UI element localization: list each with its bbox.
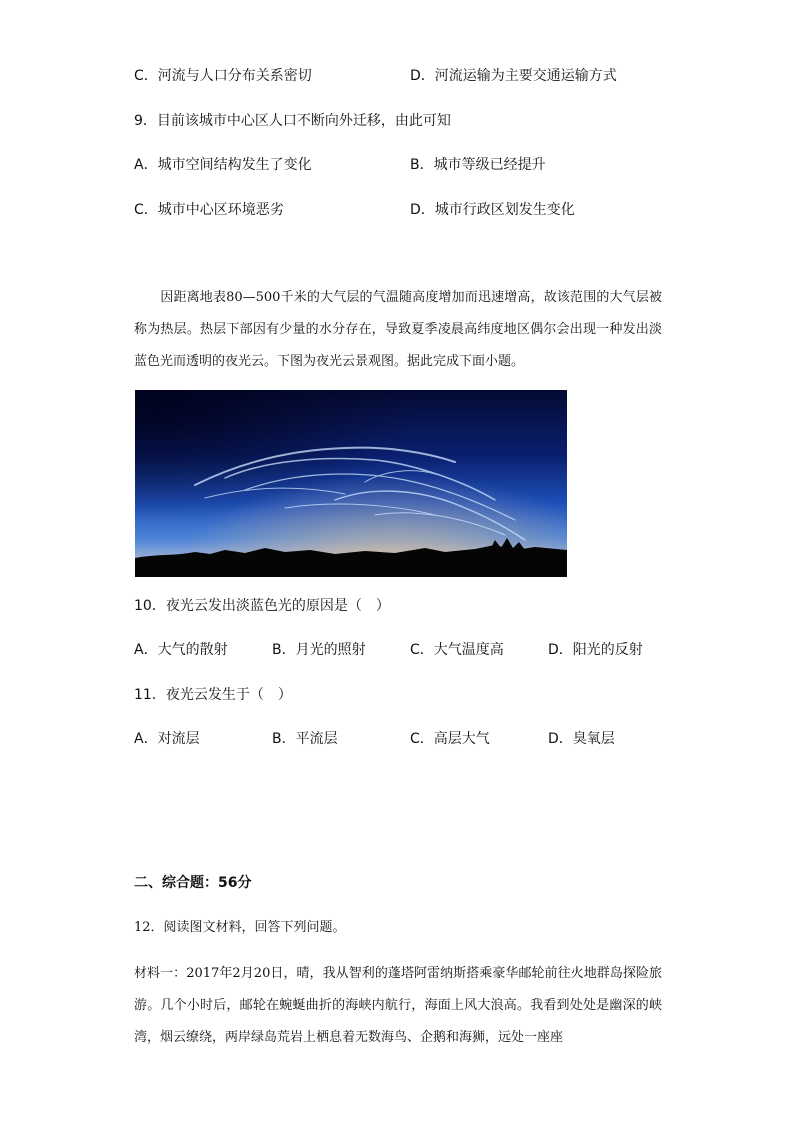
- q10-option-a: A．大气的散射: [134, 642, 228, 658]
- q9-stem: 9．目前该城市中心区人口不断向外迁移，由此可知: [134, 113, 451, 129]
- material-paragraph: 因距离地表80—500千米的大气层的气温随高度增加而迅速增高，故该范围的大气层被称为热层。热层下部因有少量的水分存在，导致夏季凌晨高纬度地区偶尔会出现一种发出淡蓝色光而透明的夜光云。下图为夜光云景观图。据此完成下面小题。: [134, 290, 662, 369]
- q10-option-b: B．月光的照射: [272, 642, 366, 658]
- q10-stem: 10．夜光云发出淡蓝色光的原因是（ ）: [134, 598, 390, 614]
- q9-option-b: B．城市等级已经提升: [410, 157, 546, 173]
- q12-stem: 12．阅读图文材料，回答下列问题。: [134, 920, 346, 935]
- q9-option-a: A．城市空间结构发生了变化: [134, 157, 312, 173]
- q11-option-d: D．臭氧层: [548, 731, 615, 747]
- q10-option-c: C．大气温度高: [410, 642, 504, 658]
- noctilucent-cloud-photo: [135, 390, 567, 577]
- q9-option-d: D．城市行政区划发生变化: [410, 202, 575, 218]
- q11-option-a: A．对流层: [134, 731, 200, 747]
- q8-option-d: D．河流运输为主要交通运输方式: [410, 68, 617, 84]
- q9-option-c: C．城市中心区环境恶劣: [134, 202, 284, 218]
- section-heading: 二、综合题：56分: [134, 875, 252, 891]
- q11-option-c: C．高层大气: [410, 731, 490, 747]
- q10-option-d: D．阳光的反射: [548, 642, 643, 658]
- q11-stem: 11．夜光云发生于（ ）: [134, 687, 292, 703]
- q8-option-c: C．河流与人口分布关系密切: [134, 68, 312, 84]
- q11-option-b: B．平流层: [272, 731, 338, 747]
- q12-material-one: 材料一：2017年2月20日，晴，我从智利的蓬塔阿雷纳斯搭乘豪华邮轮前往火地群岛探险旅游。几个小时后，邮轮在蜿蜒曲折的海峡内航行，海面上风大浪高。我看到处处是幽深的峡湾，烟云缭绕，两岸绿岛荒岩上栖息着无数海鸟、企鹅和海狮，远处一座座: [134, 966, 662, 1045]
